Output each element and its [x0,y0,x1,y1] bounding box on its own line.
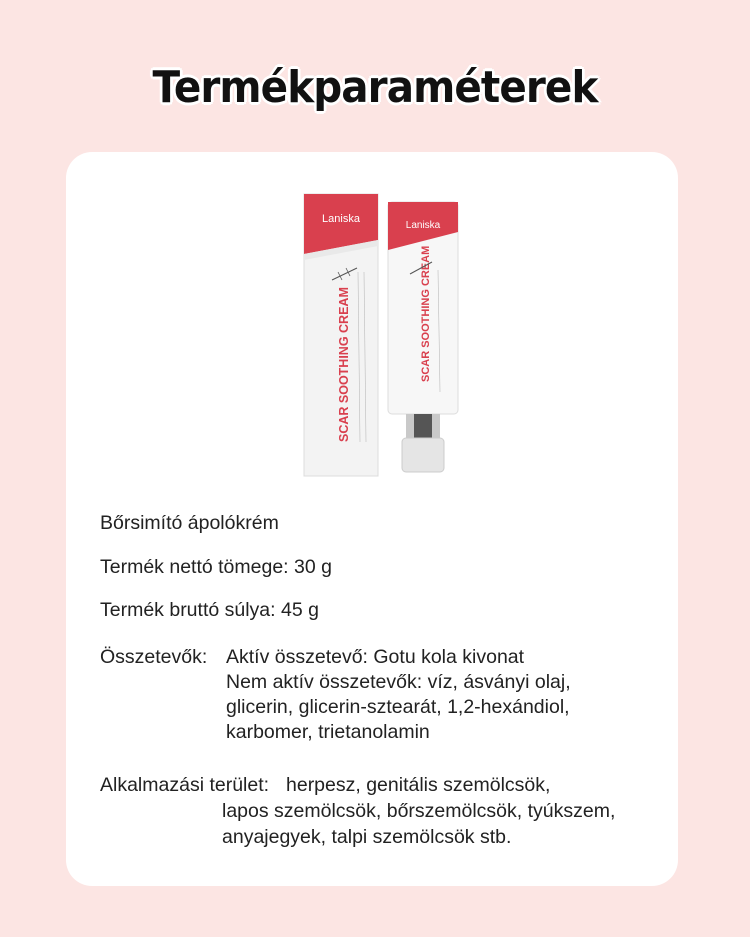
application-label: Alkalmazási terület: [100,774,270,796]
box-product-name: SCAR SOOTHING CREAM [337,287,351,442]
ingredients-line: glicerin, glicerin-sztearát, 1,2-hexándiol, [226,696,570,718]
application-line: lapos szemölcsök, bőrszemölcsök, tyúkszem, [222,800,616,822]
spec-type: Bőrsimító ápolókrém [100,512,279,534]
ingredients-line: Nem aktív összetevők: víz, ásványi olaj, [226,671,571,693]
ingredients-line: Aktív összetevő: Gotu kola kivonat [226,646,525,668]
page-title: Termékparaméterek [152,62,598,113]
spec-gross-weight: Termék bruttó súlya: 45 g [100,599,319,621]
product-image [302,192,466,482]
application-line: herpesz, genitális szemölcsök, [286,774,551,796]
ingredients-line: karbomer, trietanolamin [226,721,430,743]
tube-product-name: SCAR SOOTHING CREAM [420,245,432,382]
box-brand: Laniska [322,213,360,225]
product-card [66,152,678,886]
application-line: anyajegyek, talpi szemölcsök stb. [222,826,512,848]
product-tube [388,202,458,472]
ingredients-label: Összetevők: [100,646,208,668]
product-box [304,194,378,476]
tube-brand: Laniska [405,220,441,231]
spec-net-weight: Termék nettó tömege: 30 g [100,556,332,578]
